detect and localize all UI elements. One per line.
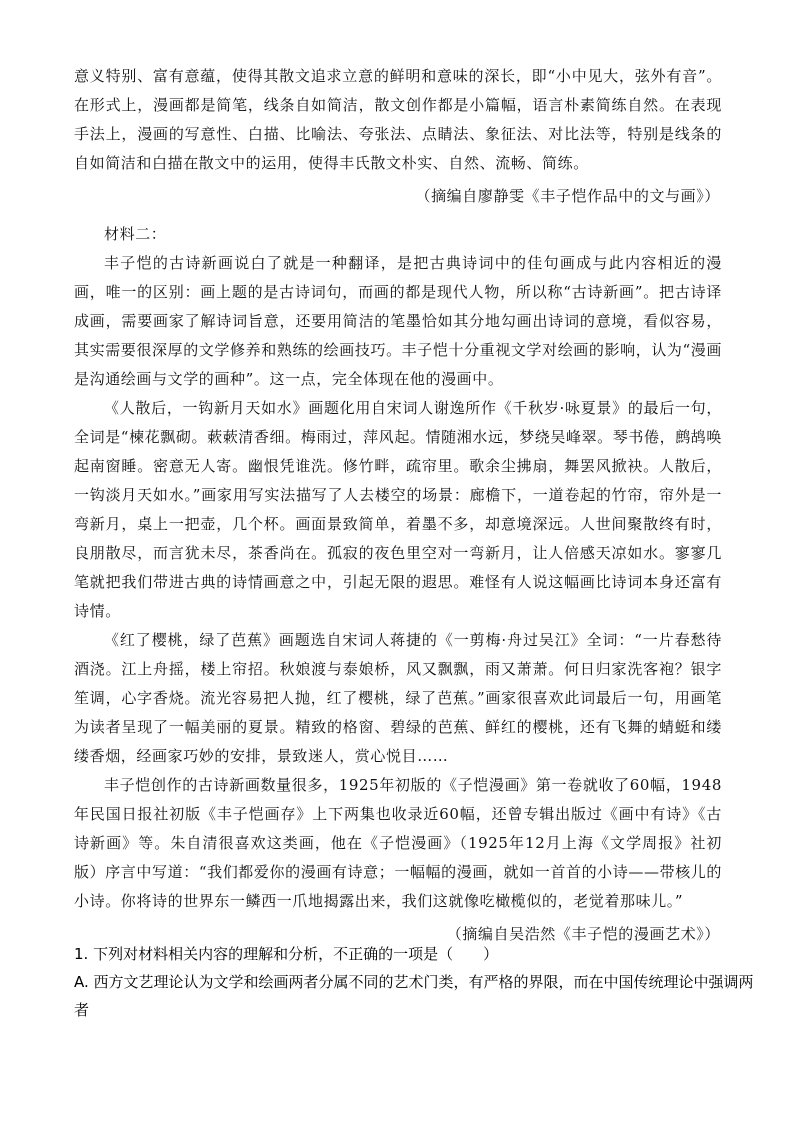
- option-a: A. 西方文艺理论认为文学和绘画两者分属不同的艺术门类，有严格的界限，而在中国传统理论中强调两者: [74, 973, 754, 1019]
- material-two-paragraph: 《人散后，一钩新月天如水》画题化用自宋词人谢逸所作《千秋岁·咏夏景》的最后一句，全词是“楝花飘砌。蔌蔌清香细。梅雨过，萍风起。情随湘水远，梦绕吴峰翠。琴书倦，鹧鸪唤起南窗睡。密意无人寄。幽恨凭谁洗。修竹畔，疏帘里。歌余尘拂扇，舞罢风掀袂。人散后，一钩淡月天如水。”画家用写实法描写了人去楼空的场景：廊檐下，一道卷起的竹帘，帘外是一弯新月，桌上一把壶，几个杯。画面景致简单，着墨不多，却意境深远。人世间聚散终有时，良朋散尽，而言犹未尽，茶香尚在。孤寂的夜色里空对一弯新月，让人倍感天凉如水。寥寥几笔就把我们带进古典的诗情画意之中，引起无限的遐思。难怪有人说这幅画比诗词本身还富有诗情。: [74, 399, 722, 620]
- material-two-heading: 材料二：: [104, 225, 167, 243]
- material-one-tail-paragraph: 意义特别、富有意蕴，使得其散文追求立意的鲜明和意味的深长，即“小中见大，弦外有音”。在形式上，漫画都是简笔，线条自如简洁，散文创作都是小篇幅，语言朴素简练自然。在表现手法上，漫画的写意性、白描、比喻法、夸张法、点睛法、象征法、对比法等，特别是线条的自如简洁和白描在散文中的运用，使得丰氏散文朴实、自然、流畅、简练。: [74, 67, 722, 172]
- question-stem: 1. 下列对材料相关内容的理解和分析，不正确的一项是（ ）: [74, 945, 499, 963]
- material-two-paragraph: 《红了樱桃，绿了芭蕉》画题选自宋词人蒋捷的《一剪梅·舟过吴江》全词：“一片春愁待酒浇。江上舟摇，楼上帘招。秋娘渡与泰娘桥，风又飘飘，雨又萧萧。何日归家洗客袍？银字笙调，心字香烧。流光容易把人抛，红了樱桃，绿了芭蕉。”画家很喜欢此词最后一句，用画笔为读者呈现了一幅美丽的夏景。精致的格窗、碧绿的芭蕉、鲜红的樱桃，还有飞舞的蜻蜓和缕缕香烟，经画家巧妙的安排，景致迷人，赏心悦目……: [74, 631, 722, 765]
- material-one-tail: [74, 62, 722, 211]
- material-one-source: （摘编自廖静雯《丰子恺作品中的文与画》）: [415, 187, 720, 205]
- material-two: [74, 220, 722, 949]
- material-two-source: （摘编自吴浩然《丰子恺的漫画艺术》）: [446, 925, 720, 943]
- material-two-paragraph: 丰子恺的古诗新画说白了就是一种翻译，是把古典诗词中的佳句画成与此内容相近的漫画，唯一的区别：画上题的是古诗词句，而画的都是现代人物，所以称“古诗新画”。把古诗译成画，需要画家了解诗词旨意，还要用简洁的笔墨恰如其分地勾画出诗词的意境，看似容易，其实需要很深厚的文学修养和熟练的绘画技巧。丰子恺十分重视文学对绘画的影响，认为“漫画是沟通绘画与文学的画种”。这一点，完全体现在他的漫画中。: [74, 254, 722, 388]
- question-block: [74, 940, 754, 1024]
- material-two-paragraph: 丰子恺创作的古诗新画数量很多，1925年初版的《子恺漫画》第一卷就收了60幅，1948年民国日报社初版《丰子恺画存》上下两集也收录近60幅，还曾专辑出版过《画中有诗》《古诗新画》等。朱自清很喜欢这类画，他在《子恺漫画》（1925年12月上海《文学周报》社初版）序言中写道：“我们都爱你的漫画有诗意；一幅幅的漫画，就如一首首的小诗——带核儿的小诗。你将诗的世界东一鳞西一爪地揭露出来，我们这就像吃橄榄似的，老觉着那味儿。”: [74, 776, 722, 910]
